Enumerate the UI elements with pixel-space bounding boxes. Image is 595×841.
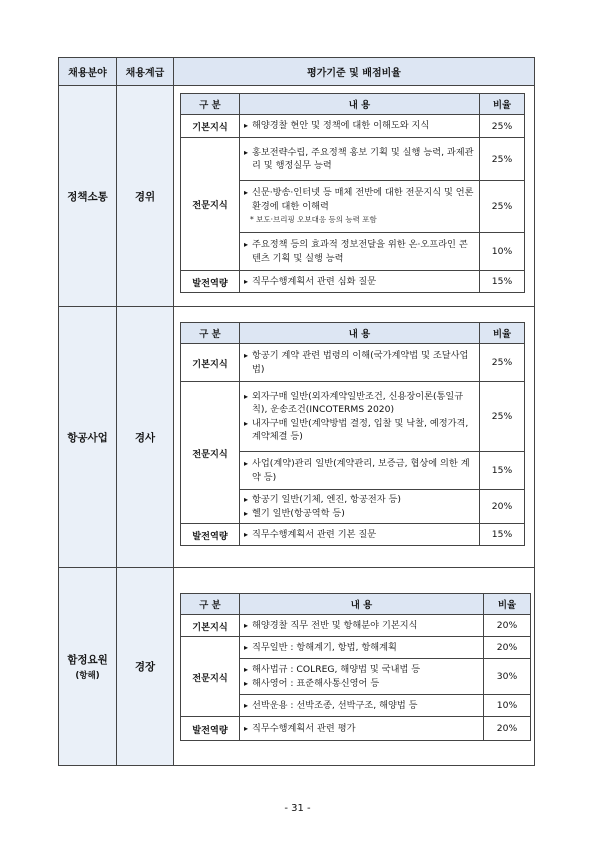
page-number: - 31 -	[284, 803, 311, 814]
kind-cell: 기본지식	[181, 344, 240, 382]
ratio-cell: 15%	[480, 271, 525, 293]
kind-cell: 발전역량	[181, 271, 240, 293]
section-row	[59, 307, 535, 568]
kind-cell: 기본지식	[181, 615, 240, 637]
content-cell	[240, 382, 480, 452]
content-item: ▸ 헬기 일반(항공역학 등)	[244, 507, 476, 521]
inner-header-ratio: 비율	[484, 594, 531, 615]
content-cell	[240, 695, 484, 717]
ratio-cell: 20%	[484, 637, 531, 659]
field-name: 정책소통	[67, 190, 108, 203]
rank-cell: 경위	[117, 86, 174, 307]
content-cell	[240, 524, 480, 546]
field-sub: (항해)	[75, 671, 100, 681]
criteria-table	[180, 322, 525, 546]
table-row	[181, 115, 525, 138]
ratio-cell: 25%	[480, 138, 525, 181]
kind-cell: 전문지식	[181, 637, 240, 717]
content-item: ▸ 주요정책 등의 효과적 정보전달을 위한 온·오프라인 콘텐츠 기획 및 실행 능력	[244, 238, 476, 265]
content-item: ▸ 홍보전략수립, 주요정책 홍보 기획 및 실행 능력, 과제관리 및 행정실무 능력	[244, 146, 476, 173]
inner-header-ratio: 비율	[480, 94, 525, 115]
kind-cell: 발전역량	[181, 524, 240, 546]
kind-cell: 전문지식	[181, 138, 240, 271]
field-name: 함정요원	[67, 654, 108, 666]
content-item: ▸ 해양경찰 현안 및 정책에 대한 이해도와 지식	[244, 119, 476, 133]
field-cell	[59, 307, 117, 568]
inner-header-content: 내 용	[240, 94, 480, 115]
content-cell	[240, 615, 484, 637]
table-row	[181, 717, 531, 741]
outer-header-row	[59, 58, 535, 86]
content-item: ▸ 사업(계약)관리 일반(계약관리, 보증금, 협상에 의한 계약 등)	[244, 457, 476, 484]
content-cell	[240, 659, 484, 695]
criteria-cell	[174, 86, 535, 307]
content-item: ▸ 해양경찰 직무 전반 및 항해분야 기본지식	[244, 619, 480, 633]
content-item: ▸ 해사법규 : COLREG, 해양법 및 국내법 등	[244, 663, 480, 677]
criteria-table	[180, 93, 525, 293]
content-item: ▸ 직무수행계획서 관련 평가	[244, 722, 480, 736]
content-item: ▸ 직무일반 : 항해계기, 항법, 항해계획	[244, 641, 480, 655]
content-item: ▸ 내자구매 일반(계약방법 결정, 입찰 및 낙찰, 예정가격, 계약체결 등)	[244, 417, 476, 444]
table-row	[181, 138, 525, 181]
content-cell	[240, 452, 480, 490]
ratio-cell: 15%	[480, 452, 525, 490]
content-item: ▸ 직무수행계획서 관련 심화 질문	[244, 275, 476, 289]
inner-header-ratio: 비율	[480, 323, 525, 344]
inner-header-gubun: 구 분	[181, 594, 240, 615]
ratio-cell: 20%	[480, 490, 525, 524]
evaluation-table	[58, 57, 535, 766]
table-row	[181, 524, 525, 546]
header-criteria: 평가기준 및 배점비율	[174, 58, 535, 86]
ratio-cell: 10%	[480, 233, 525, 271]
table-row	[181, 271, 525, 293]
criteria-cell	[174, 307, 535, 568]
ratio-cell: 20%	[484, 717, 531, 741]
content-cell	[240, 181, 480, 233]
ratio-cell: 20%	[484, 615, 531, 637]
content-item: ▸ 해사영어 : 표준해사통신영어 등	[244, 677, 480, 691]
content-cell	[240, 344, 480, 382]
content-cell	[240, 233, 480, 271]
kind-cell: 기본지식	[181, 115, 240, 138]
content-item: ▸ 직무수행계획서 관련 기본 질문	[244, 528, 476, 542]
content-cell	[240, 271, 480, 293]
content-note: * 보도·브리핑 오보대응 등의 능력 포함	[250, 215, 377, 225]
ratio-cell: 15%	[480, 524, 525, 546]
kind-cell: 전문지식	[181, 382, 240, 524]
rank-cell: 경사	[117, 307, 174, 568]
ratio-cell: 30%	[484, 659, 531, 695]
header-field: 채용분야	[59, 58, 117, 86]
section-row	[59, 86, 535, 307]
inner-header-content: 내 용	[240, 323, 480, 344]
table-row	[181, 344, 525, 382]
table-row	[181, 615, 531, 637]
ratio-cell: 25%	[480, 181, 525, 233]
content-item: ▸ 외자구매 일반(외자계약일반조건, 신용장이론(통일규칙), 운송조건(INCOTERMS 2020)	[244, 390, 476, 417]
table-row	[181, 382, 525, 452]
criteria-cell	[174, 568, 535, 766]
inner-header-gubun: 구 분	[181, 323, 240, 344]
inner-header-content: 내 용	[240, 594, 484, 615]
content-cell	[240, 490, 480, 524]
header-rank: 채용계급	[117, 58, 174, 86]
section-row	[59, 568, 535, 766]
content-cell	[240, 115, 480, 138]
ratio-cell: 10%	[484, 695, 531, 717]
field-name: 항공사업	[67, 431, 108, 444]
field-cell	[59, 568, 117, 766]
content-cell	[240, 138, 480, 181]
field-cell	[59, 86, 117, 307]
content-item: ▸ 항공기 일반(기체, 엔진, 항공전자 등)	[244, 493, 476, 507]
criteria-table	[180, 593, 531, 741]
rank-cell: 경장	[117, 568, 174, 766]
content-item: ▸ 항공기 계약 관련 법령의 이해(국가계약법 및 조달사업법)	[244, 349, 476, 376]
inner-header-gubun: 구 분	[181, 94, 240, 115]
kind-cell: 발전역량	[181, 717, 240, 741]
ratio-cell: 25%	[480, 382, 525, 452]
ratio-cell: 25%	[480, 344, 525, 382]
content-item: ▸ 선박운용 : 선박조종, 선박구조, 해양법 등	[244, 699, 480, 713]
content-cell	[240, 717, 484, 741]
ratio-cell: 25%	[480, 115, 525, 138]
content-cell	[240, 637, 484, 659]
content-item: ▸ 신문·방송·인터넷 등 매체 전반에 대한 전문지식 및 언론 환경에 대한 이해력	[244, 186, 476, 213]
table-row	[181, 637, 531, 659]
